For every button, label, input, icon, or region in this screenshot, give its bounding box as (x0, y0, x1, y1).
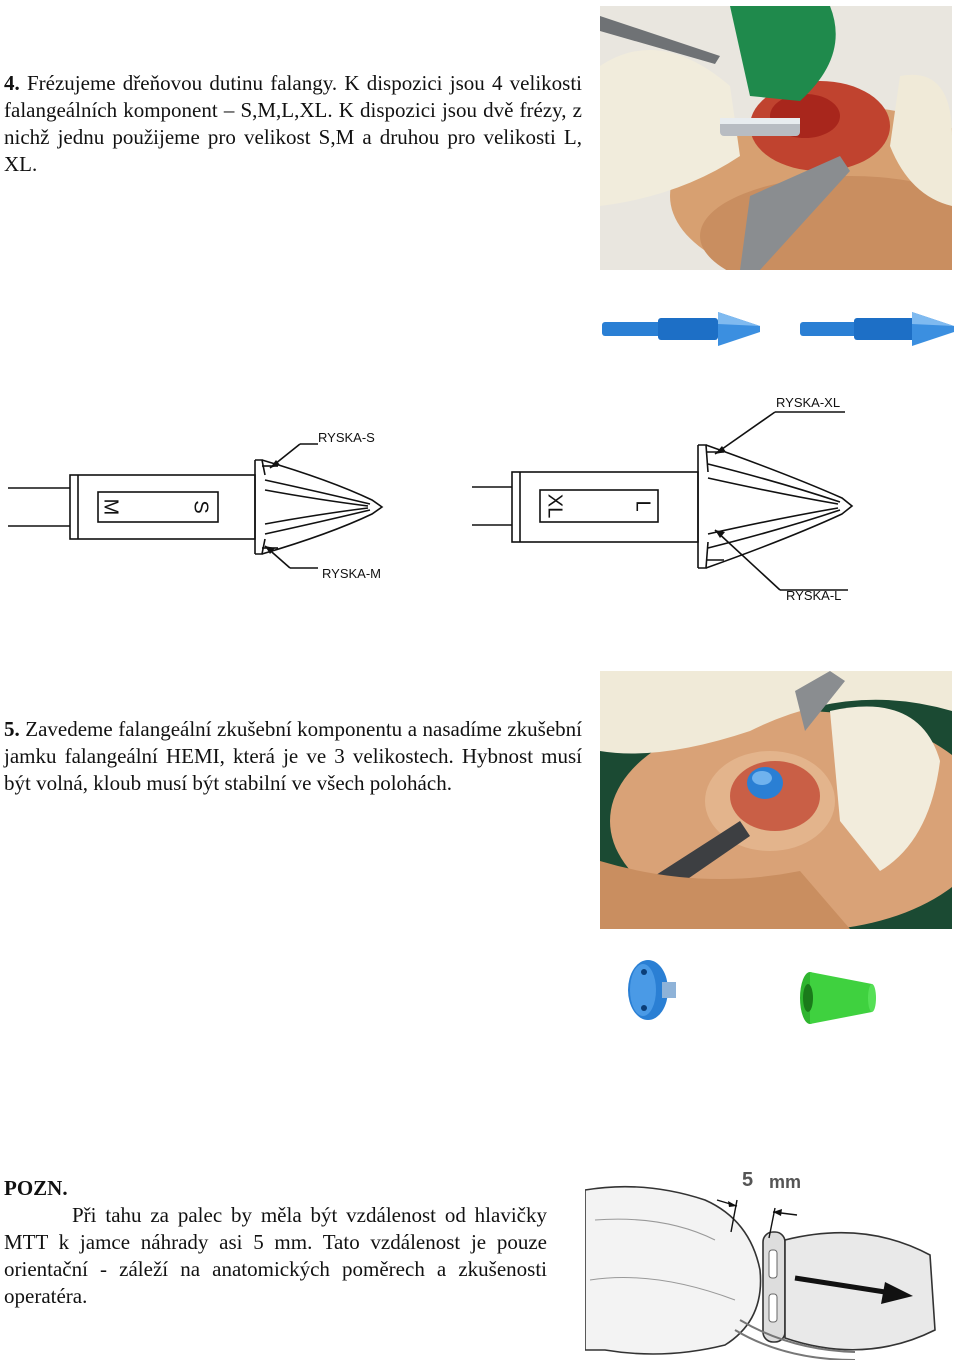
green-trial-cone (800, 972, 876, 1024)
section-4-number: 4. (4, 71, 20, 95)
label-ryska-m: RYSKA-M (322, 566, 381, 581)
reamer-drawing-s-m (0, 420, 420, 590)
distance-unit: mm (769, 1172, 802, 1192)
blue-reamer-large (800, 312, 954, 346)
section-4-paragraph (4, 70, 582, 178)
distance-value: 5 (742, 1169, 754, 1191)
section-4-bold-text: Frézujeme dřeňovou dutinu falangy. (26, 71, 338, 95)
note-text: Při tahu za palec by měla být vzdálenost od hlavičky MTT k jamce náhrady asi 5 mm. Tato vzdálenost je pouze orientační - záleží na anatomických poměrech a zkušenosti operatéra. (4, 1203, 547, 1308)
label-ryska-l: RYSKA-L (786, 588, 842, 603)
note-block (4, 1175, 547, 1310)
note-title: POZN. (4, 1176, 68, 1200)
section-4-text: K dispozici jsou 4 velikosti falangeálních komponent – S,M,L,XL. K dispozici jsou dvě frézy, z nichž jednu použijeme pro velikost S,M a druhou pro velikosti L, XL. (4, 71, 583, 176)
label-ryska-s: RYSKA-S (318, 430, 375, 445)
joint-distance-diagram (585, 1160, 957, 1360)
section-5-text: Zavedeme falangeální zkušební komponentu a nasadíme zkušební jamku falangeální HEMI, která je ve 3 velikostech. Hybnost musí být volná, kloub musí být stabilní ve všech polohách. (4, 717, 582, 795)
section-5-number: 5. (4, 717, 20, 741)
letter-m: M (99, 498, 122, 516)
blue-reamers-illustration (600, 300, 960, 360)
surgery-photo-reaming (600, 6, 952, 270)
letter-l: L (631, 500, 654, 512)
blue-trial-cup (628, 960, 676, 1020)
letter-s: S (189, 500, 212, 514)
letter-xl: XL (543, 493, 566, 519)
trial-components-illustration (610, 950, 890, 1030)
reamer-drawing-l-xl (470, 390, 890, 610)
surgery-photo-trial (600, 671, 952, 929)
section-5-paragraph (4, 716, 582, 797)
label-ryska-xl: RYSKA-XL (776, 395, 841, 410)
blue-reamer-small (602, 312, 760, 346)
